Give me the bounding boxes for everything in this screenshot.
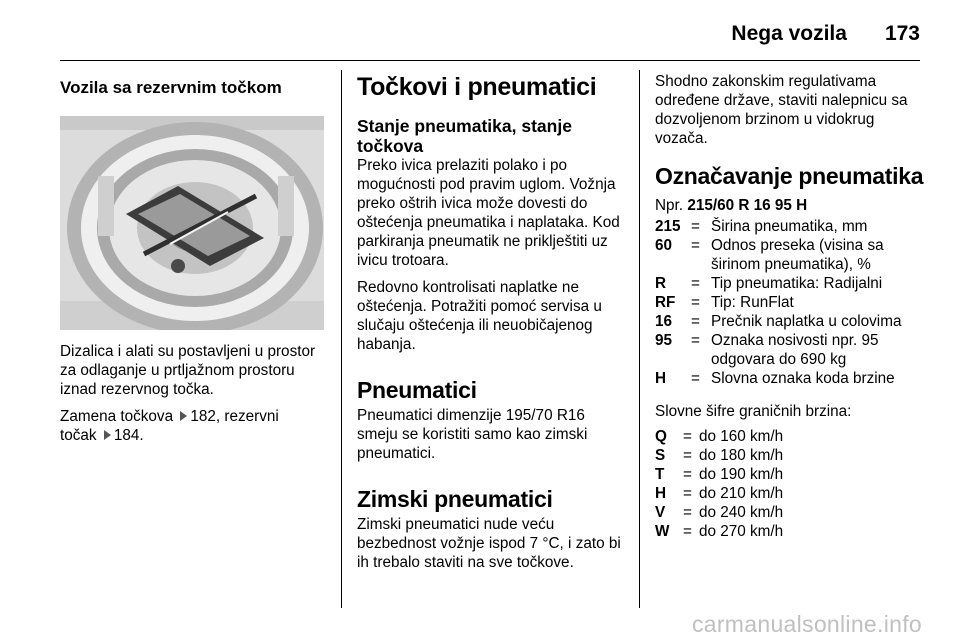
subheading-tire-condition: Stanje pneumatika, stanje točkova (357, 116, 572, 156)
page-reference-arrow-icon (180, 411, 187, 421)
section-heading-winter-tires: Zimski pneumatici (357, 486, 553, 512)
column-left (60, 72, 328, 453)
speed-code-row-code: T (655, 466, 665, 483)
speed-code-row-meaning: do 240 km/h (699, 504, 784, 521)
definition-row-code: 215 (655, 218, 681, 235)
section-title: Nega vozila (731, 22, 847, 45)
tire-marking-definitions (655, 217, 925, 388)
speed-code-row-meaning: do 180 km/h (699, 447, 784, 464)
speed-code-row-equals: = (683, 447, 692, 464)
speed-code-row-code: H (655, 485, 667, 502)
speed-code-row-equals: = (683, 466, 692, 483)
speed-code-row-code: V (655, 504, 666, 521)
definition-row-code: 16 (655, 313, 673, 330)
page-number: 173 (884, 22, 920, 45)
definition-row-meaning: Tip: RunFlat (711, 294, 794, 311)
column-middle (357, 72, 629, 580)
header-divider (60, 60, 920, 61)
definition-row (655, 217, 925, 236)
speed-code-row-meaning: do 210 km/h (699, 485, 784, 502)
speed-code-row (655, 427, 925, 446)
section-heading-tire-marking: Označavanje pneumatika (655, 163, 924, 189)
definition-row-equals: = (691, 313, 700, 330)
page-header (60, 14, 920, 54)
definition-row-meaning: Slovna oznaka koda brzine (711, 370, 895, 387)
speed-code-row-meaning: do 270 km/h (699, 523, 784, 540)
definition-row-equals: = (691, 237, 700, 254)
section-heading-tires: Pneumatici (357, 377, 477, 403)
definition-row-equals: = (691, 370, 700, 387)
definition-row-equals: = (691, 332, 700, 349)
speed-code-row (655, 465, 925, 484)
speed-code-row-code: Q (655, 428, 667, 445)
spare-wheel-jack-photo (60, 116, 324, 330)
definition-row (655, 369, 925, 388)
chapter-title: Točkovi i pneumatici (357, 73, 597, 101)
definition-row-meaning: Odnos preseka (visina sa širinom pneumatika), % (711, 237, 884, 273)
speed-code-row-equals: = (683, 523, 692, 540)
speed-code-row (655, 446, 925, 465)
column-right (655, 72, 925, 551)
speed-code-row-meaning: do 190 km/h (699, 466, 784, 483)
speed-code-row-code: W (655, 523, 670, 540)
caption-tools-location: Dizalica i alati su postavljeni u prostor za odlaganje u prtljažnom prostoru iznad rezervnog točka. (60, 343, 316, 398)
speed-code-row (655, 484, 925, 503)
definition-row-meaning: Oznaka nosivosti npr. 95 odgovara do 690 kg (711, 332, 879, 368)
definition-row-code: RF (655, 294, 676, 311)
definition-row (655, 312, 925, 331)
speed-code-row-equals: = (683, 428, 692, 445)
section-heading-spare-wheel: Vozila sa rezervnim točkom (60, 78, 282, 97)
definition-row-meaning: Tip pneumatika: Radijalni (711, 275, 883, 292)
column-divider-2 (639, 70, 640, 608)
speed-code-row-equals: = (683, 485, 692, 502)
speed-code-row (655, 522, 925, 541)
watermark: carmanualsonline.info (691, 611, 922, 637)
paragraph-speed-sticker: Shodno zakonskim regulativama određene države, staviti nalepnicu sa dozvoljenom brzinom u vidokrug vozača. (655, 73, 908, 147)
definition-row-meaning: Prečnik naplatka u colovima (711, 313, 902, 330)
definition-row (655, 331, 925, 369)
speed-code-row-meaning: do 160 km/h (699, 428, 784, 445)
definition-row-code: R (655, 275, 667, 292)
definition-row-meaning: Širina pneumatika, mm (711, 218, 868, 235)
page-reference-182-link[interactable]: 182, rezervni (190, 408, 279, 425)
speed-code-row (655, 503, 925, 522)
definition-row (655, 274, 925, 293)
speed-code-list (655, 427, 925, 541)
definition-row-code: 95 (655, 332, 673, 349)
definition-row-equals: = (691, 218, 700, 235)
reference-wheel-change: Zamena točkova 182, rezervni točak 184. (60, 408, 279, 444)
paragraph-tire-size: Pneumatici dimenzije 195/70 R16 smeju se koristiti samo kao zimski pneumatici. (357, 407, 588, 462)
paragraph-curbs: Preko ivica prelaziti polako i po mogućnosti pod pravim uglom. Vožnja preko oštrih ivica može dovesti do oštećenja pneumatika i naplataka. Kod parkiranja pneumatik ne priklještiti uz ivicu trotoara. (357, 157, 620, 269)
paragraph-rim-check: Redovno kontrolisati naplatke ne oštećenja. Potražiti pomoć servisa u slučaju oštećenja ili neuobičajenog habanja. (357, 279, 602, 353)
definition-row-equals: = (691, 275, 700, 292)
definition-row-code: H (655, 370, 667, 387)
definition-row-code: 60 (655, 237, 673, 254)
tire-marking-example: Npr. 215/60 R 16 95 H (655, 197, 808, 214)
column-divider-1 (341, 70, 342, 608)
page-reference-184-link[interactable]: 184. (113, 427, 144, 444)
speed-codes-intro: Slovne šifre graničnih brzina: (655, 403, 852, 420)
speed-code-row-equals: = (683, 504, 692, 521)
paragraph-winter-tires: Zimski pneumatici nude veću bezbednost vožnje ispod 7 °C, i zato bi ih trebalo staviti na sve točkove. (357, 516, 621, 571)
page-reference-arrow-icon (104, 430, 111, 440)
speed-code-row-code: S (655, 447, 666, 464)
definition-row-equals: = (691, 294, 700, 311)
definition-row (655, 293, 925, 312)
definition-row (655, 236, 925, 274)
